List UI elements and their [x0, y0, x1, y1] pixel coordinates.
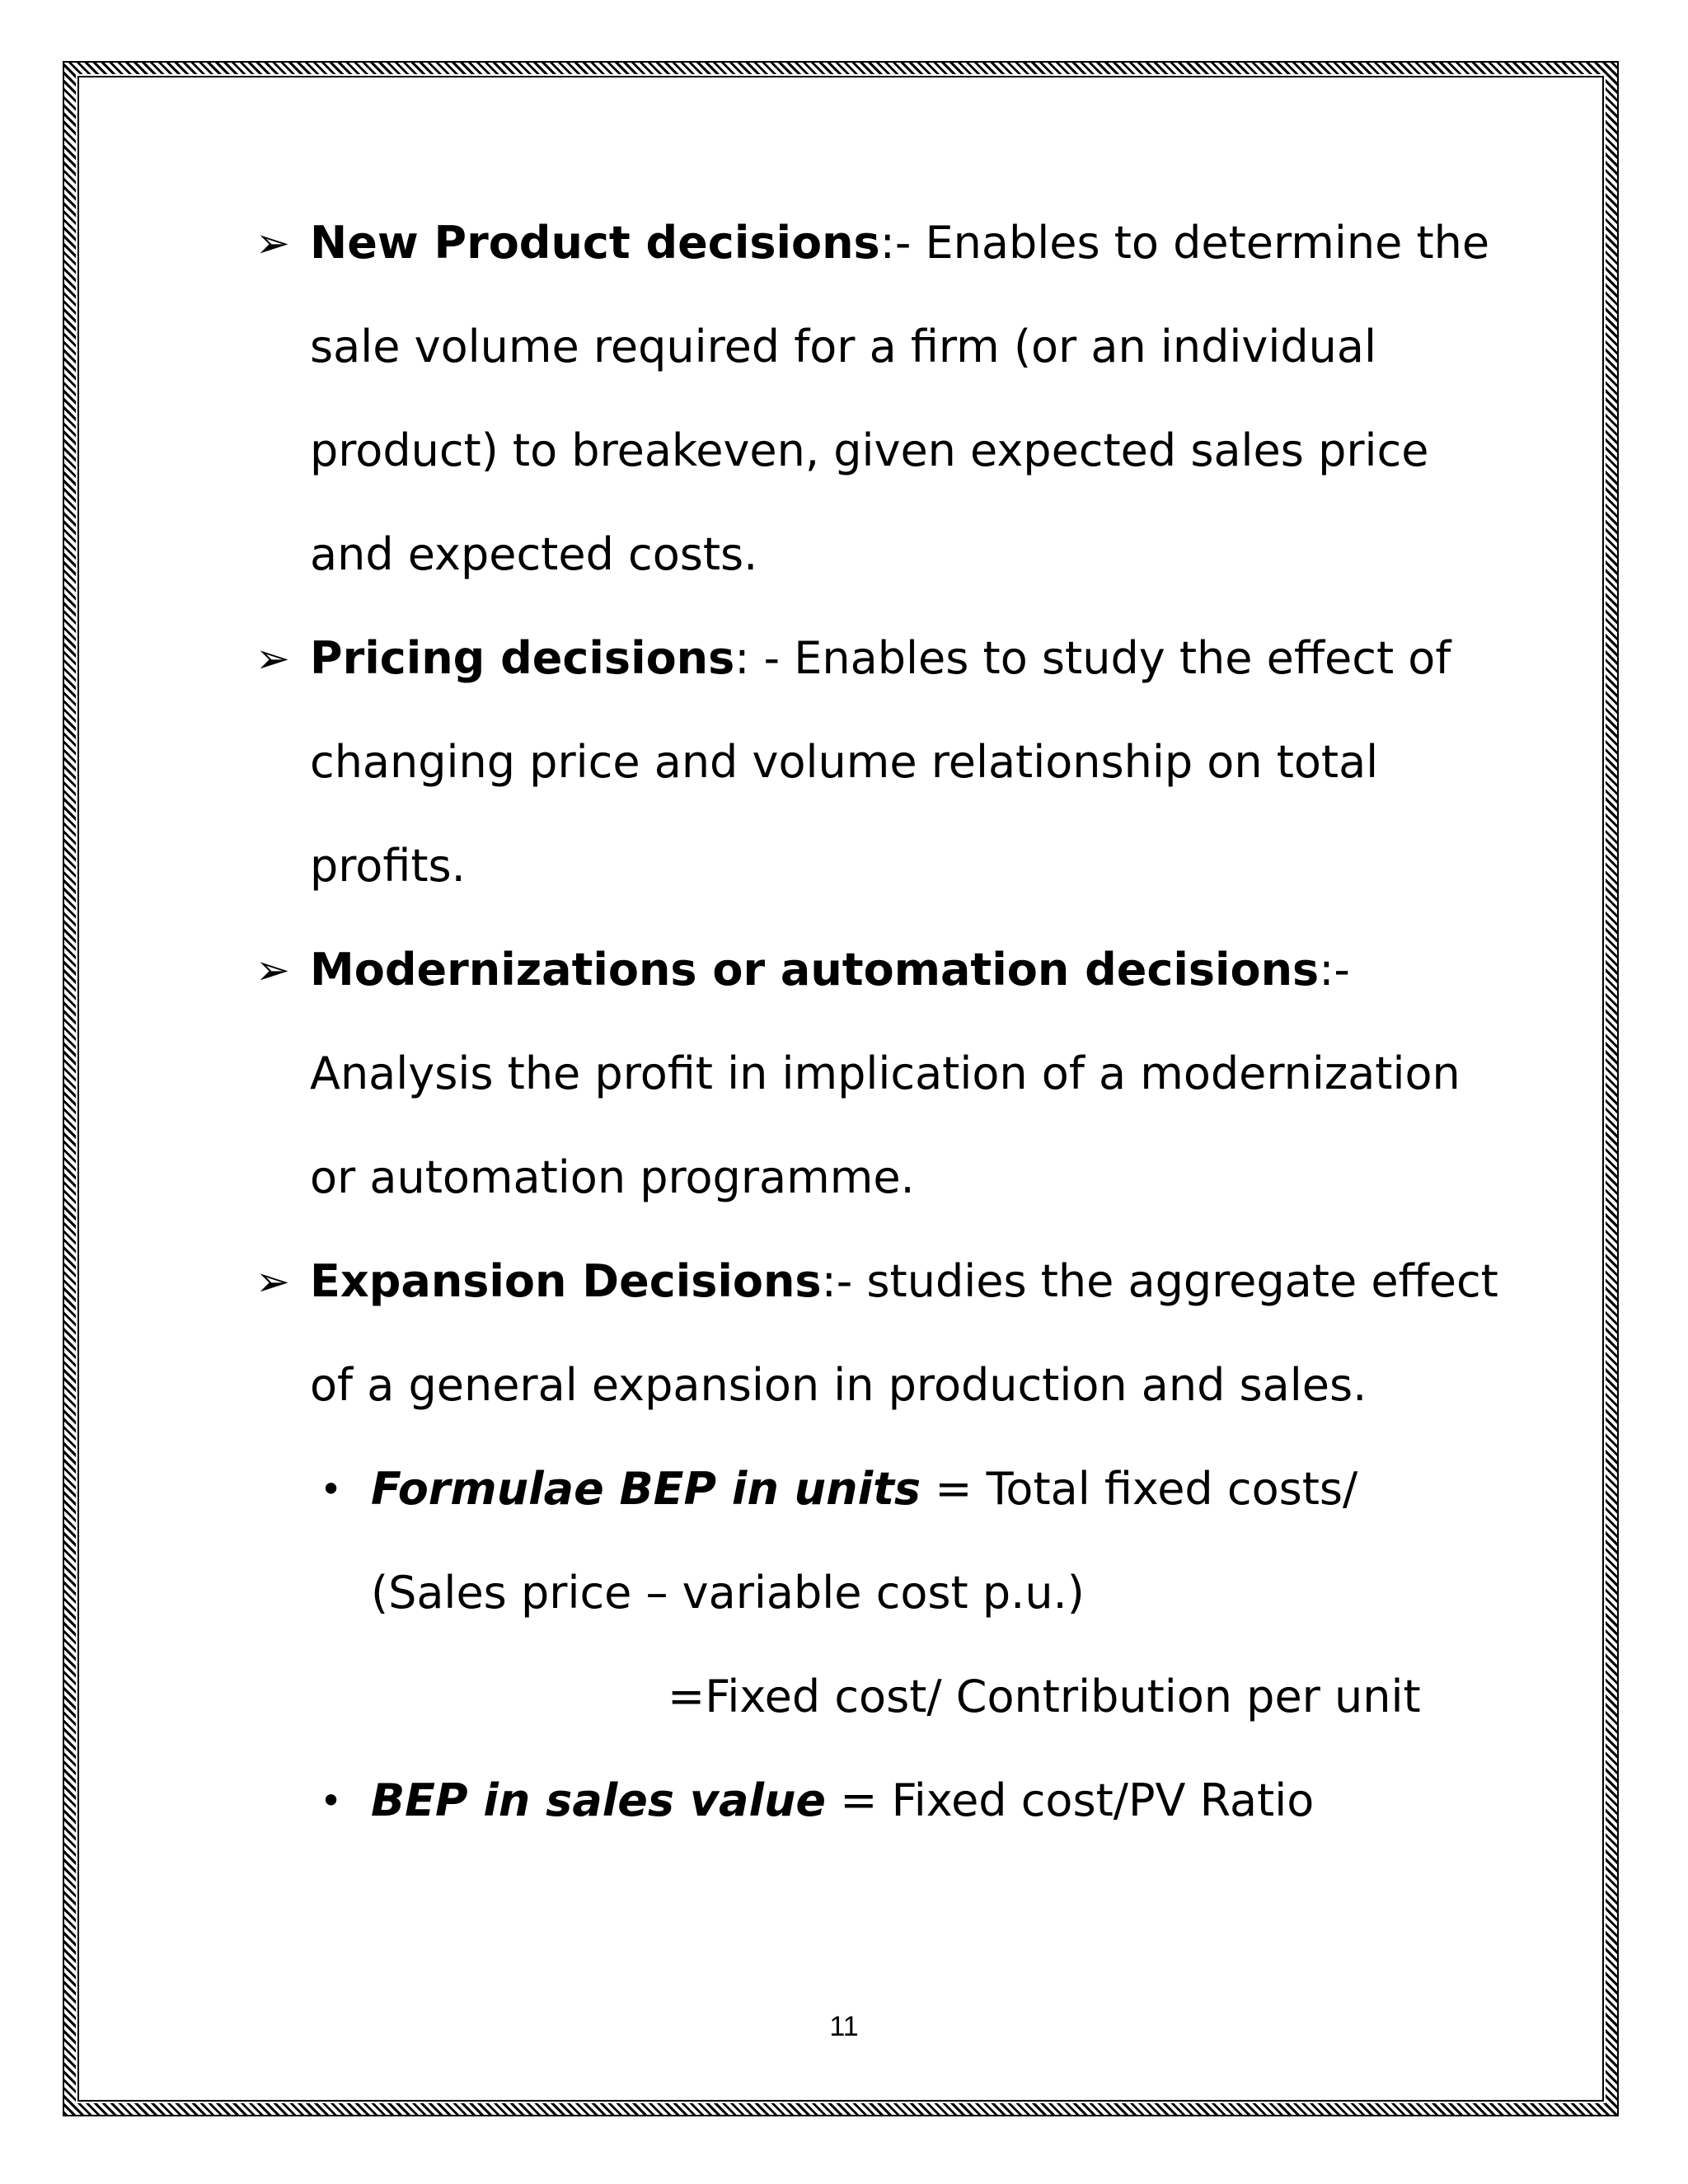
list-item-modernization: [256, 918, 1508, 1230]
list-item-pricing: [256, 607, 1508, 918]
page-content: [256, 191, 1508, 1853]
formula-heading: Formulae BEP in units: [371, 1463, 921, 1515]
formula-text: = Fixed cost/PV Ratio: [826, 1774, 1315, 1826]
item-separator: :-: [879, 217, 926, 269]
arrow-bullet-icon: ➢: [256, 635, 290, 682]
arrow-bullet-icon: ➢: [256, 219, 290, 267]
item-heading: New Product decisions: [310, 217, 880, 269]
item-heading: Modernizations or automation decisions: [310, 944, 1320, 996]
item-text: Enables to determine the sale volume required for a firm (or an individual product) to breakeven, given expected sales price and expected costs.: [310, 217, 1490, 580]
formula-text: = Total fixed costs/: [921, 1463, 1358, 1515]
formula-bep-sales: [256, 1749, 1508, 1853]
item-separator: :-: [821, 1255, 867, 1307]
list-item-expansion: [256, 1230, 1508, 1437]
item-text: Analysis the profit in implication of a modernization or automation programme.: [310, 1047, 1461, 1203]
item-separator: : -: [734, 632, 795, 684]
list-item-new-product: [256, 191, 1508, 607]
item-separator: :-: [1319, 944, 1350, 996]
formula-bep-units-line2: (Sales price – variable cost p.u.): [371, 1567, 1085, 1619]
item-heading: Pricing decisions: [310, 632, 735, 684]
dot-bullet-icon: •: [320, 1467, 343, 1511]
dot-bullet-icon: •: [320, 1779, 343, 1823]
formula-heading: BEP in sales value: [371, 1774, 827, 1826]
page-number: 11: [829, 2011, 859, 2042]
arrow-bullet-icon: ➢: [256, 946, 290, 994]
formula-bep-units-line3: =Fixed cost/ Contribution per unit: [668, 1671, 1421, 1722]
item-text: studies the aggregate effect of a general expansion in production and sales.: [310, 1255, 1498, 1411]
formula-bep-units: [256, 1437, 1508, 1541]
item-text: Enables to study the effect of changing price and volume relationship on total profits.: [310, 632, 1451, 892]
item-heading: Expansion Decisions: [310, 1255, 822, 1307]
arrow-bullet-icon: ➢: [256, 1258, 290, 1305]
